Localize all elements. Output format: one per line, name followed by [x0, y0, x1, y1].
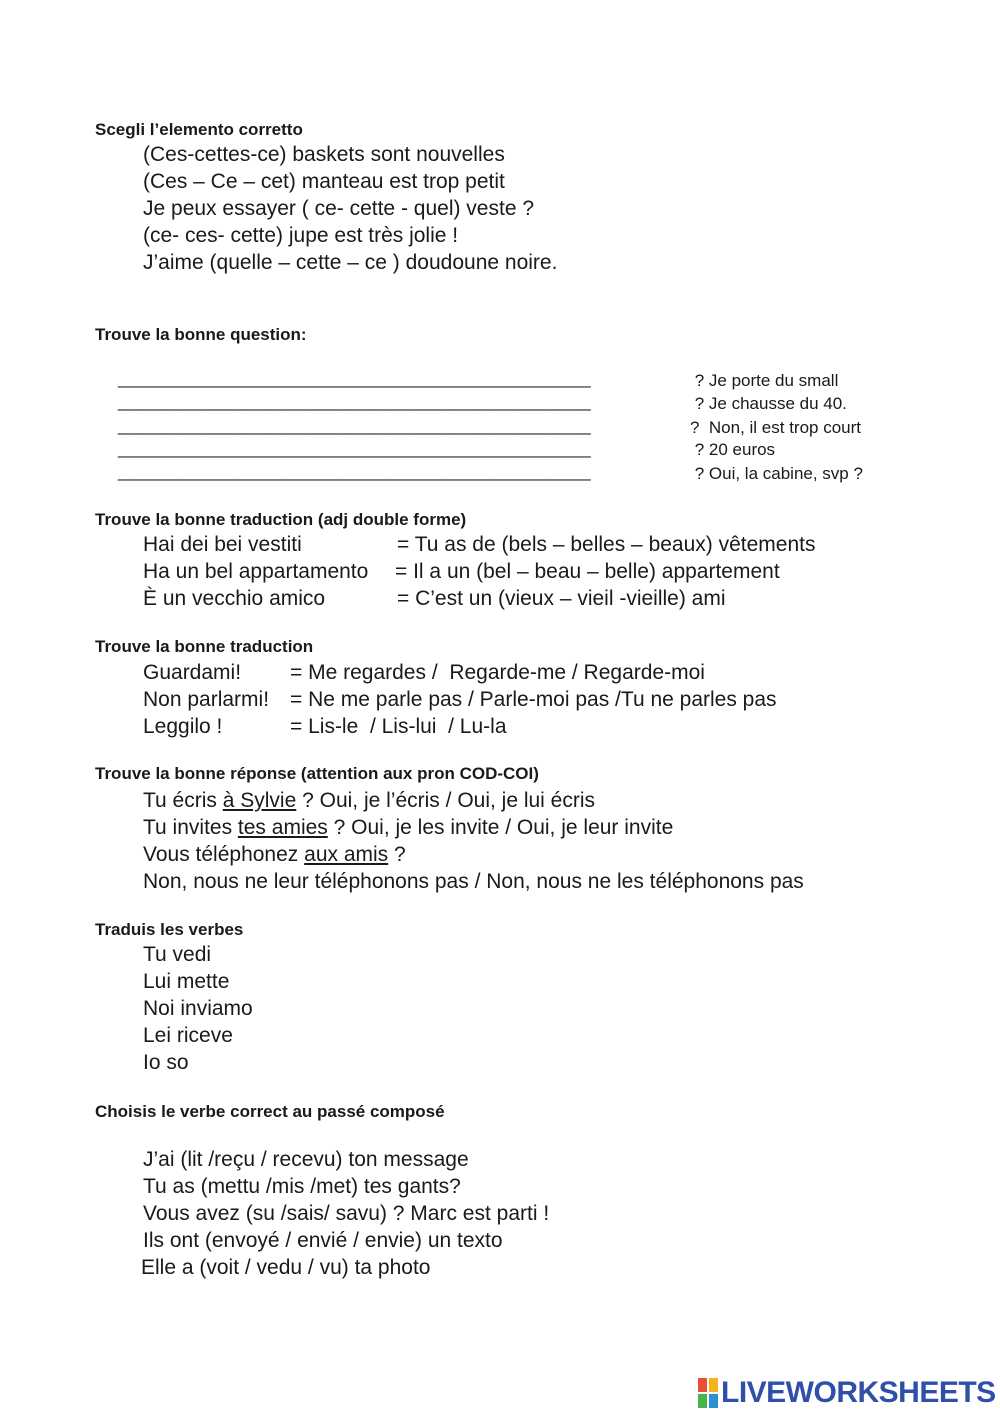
exercise-line: (ce- ces- cette) jupe est très jolie ! [143, 224, 459, 247]
liveworksheets-logo-text: LIVEWORKSHEETS [721, 1376, 996, 1409]
exercise-line: Ils ont (envoyé / envié / envie) un texto [143, 1229, 503, 1252]
given-answer: ? Je chausse du 40. [690, 394, 847, 413]
exercise-line: Je peux essayer ( ce- cette - quel) veste ? [143, 197, 535, 220]
section-heading-cod-coi: Trouve la bonne réponse (attention aux pron COD-COI) [95, 764, 539, 783]
logo-square [708, 1377, 719, 1393]
french-options: = Me regardes / Regarde-me / Regarde-moi [290, 661, 705, 684]
section-heading-find-question: Trouve la bonne question: [95, 325, 307, 344]
french-options: = C’est un (vieux – vieil -vieille) ami [397, 587, 726, 610]
italian-phrase: Guardami! [143, 661, 242, 684]
italian-phrase: Hai dei bei vestiti [143, 533, 302, 556]
given-answer: ? Non, il est trop court [690, 418, 862, 437]
logo-square [697, 1377, 708, 1393]
italian-phrase: Non parlarmi! [143, 688, 270, 711]
section-heading-translation-adj: Trouve la bonne traduction (adj double forme) [95, 510, 467, 529]
section-heading-choose-element: Scegli l’elemento corretto [95, 120, 303, 139]
exercise-line: Elle a (voit / vedu / vu) ta photo [141, 1256, 431, 1279]
verb-line: Lui mette [143, 970, 230, 993]
french-options: = Tu as de (bels – belles – beaux) vêtements [397, 533, 816, 556]
exercise-line: Tu invites tes amies ? Oui, je les invite / Oui, je leur invite [143, 816, 674, 839]
exercise-line: Tu écris à Sylvie ? Oui, je l’écris / Oui, je lui écris [143, 789, 596, 812]
answer-blank-line[interactable]: __________________________________________________ [118, 462, 591, 481]
section-heading-passe-compose: Choisis le verbe correct au passé composé [95, 1102, 445, 1121]
italian-phrase: Leggilo ! [143, 715, 223, 738]
italian-phrase: Ha un bel appartamento [143, 560, 369, 583]
french-options: = Lis-le / Lis-lui / Lu-la [290, 715, 507, 738]
verb-line: Lei riceve [143, 1024, 233, 1047]
verb-line: Tu vedi [143, 943, 212, 966]
given-answer: ? Je porte du small [690, 371, 839, 390]
liveworksheets-logo[interactable] [697, 1376, 996, 1410]
french-options: = Il a un (bel – beau – belle) appartement [395, 560, 780, 583]
logo-square [708, 1393, 719, 1409]
exercise-line: Vous téléphonez aux amis ? [143, 843, 406, 866]
liveworksheets-logo-icon [697, 1377, 719, 1409]
verb-line: Io so [143, 1051, 189, 1074]
exercise-line: (Ces – Ce – cet) manteau est trop petit [143, 170, 505, 193]
given-answer: ? Oui, la cabine, svp ? [690, 464, 863, 483]
logo-square [697, 1393, 708, 1409]
exercise-line: Non, nous ne leur téléphonons pas / Non, nous ne les téléphonons pas [143, 870, 804, 893]
section-heading-translate-verbs: Traduis les verbes [95, 920, 244, 939]
exercise-line: (Ces-cettes-ce) baskets sont nouvelles [143, 143, 505, 166]
exercise-line: Vous avez (su /sais/ savu) ? Marc est parti ! [143, 1202, 550, 1225]
answer-blank-line[interactable]: __________________________________________________ [118, 416, 591, 435]
exercise-line: J’ai (lit /reçu / recevu) ton message [143, 1148, 469, 1171]
section-heading-translation: Trouve la bonne traduction [95, 637, 314, 656]
verb-line: Noi inviamo [143, 997, 253, 1020]
answer-blank-line[interactable]: __________________________________________________ [118, 369, 591, 388]
exercise-line: J’aime (quelle – cette – ce ) doudoune noire. [143, 251, 558, 274]
exercise-line: Tu as (mettu /mis /met) tes gants? [143, 1175, 461, 1198]
french-options: = Ne me parle pas / Parle-moi pas /Tu ne parles pas [290, 688, 777, 711]
italian-phrase: È un vecchio amico [143, 587, 326, 610]
answer-blank-line[interactable]: __________________________________________________ [118, 439, 591, 458]
answer-blank-line[interactable]: __________________________________________________ [118, 392, 591, 411]
given-answer: ? 20 euros [690, 440, 776, 459]
